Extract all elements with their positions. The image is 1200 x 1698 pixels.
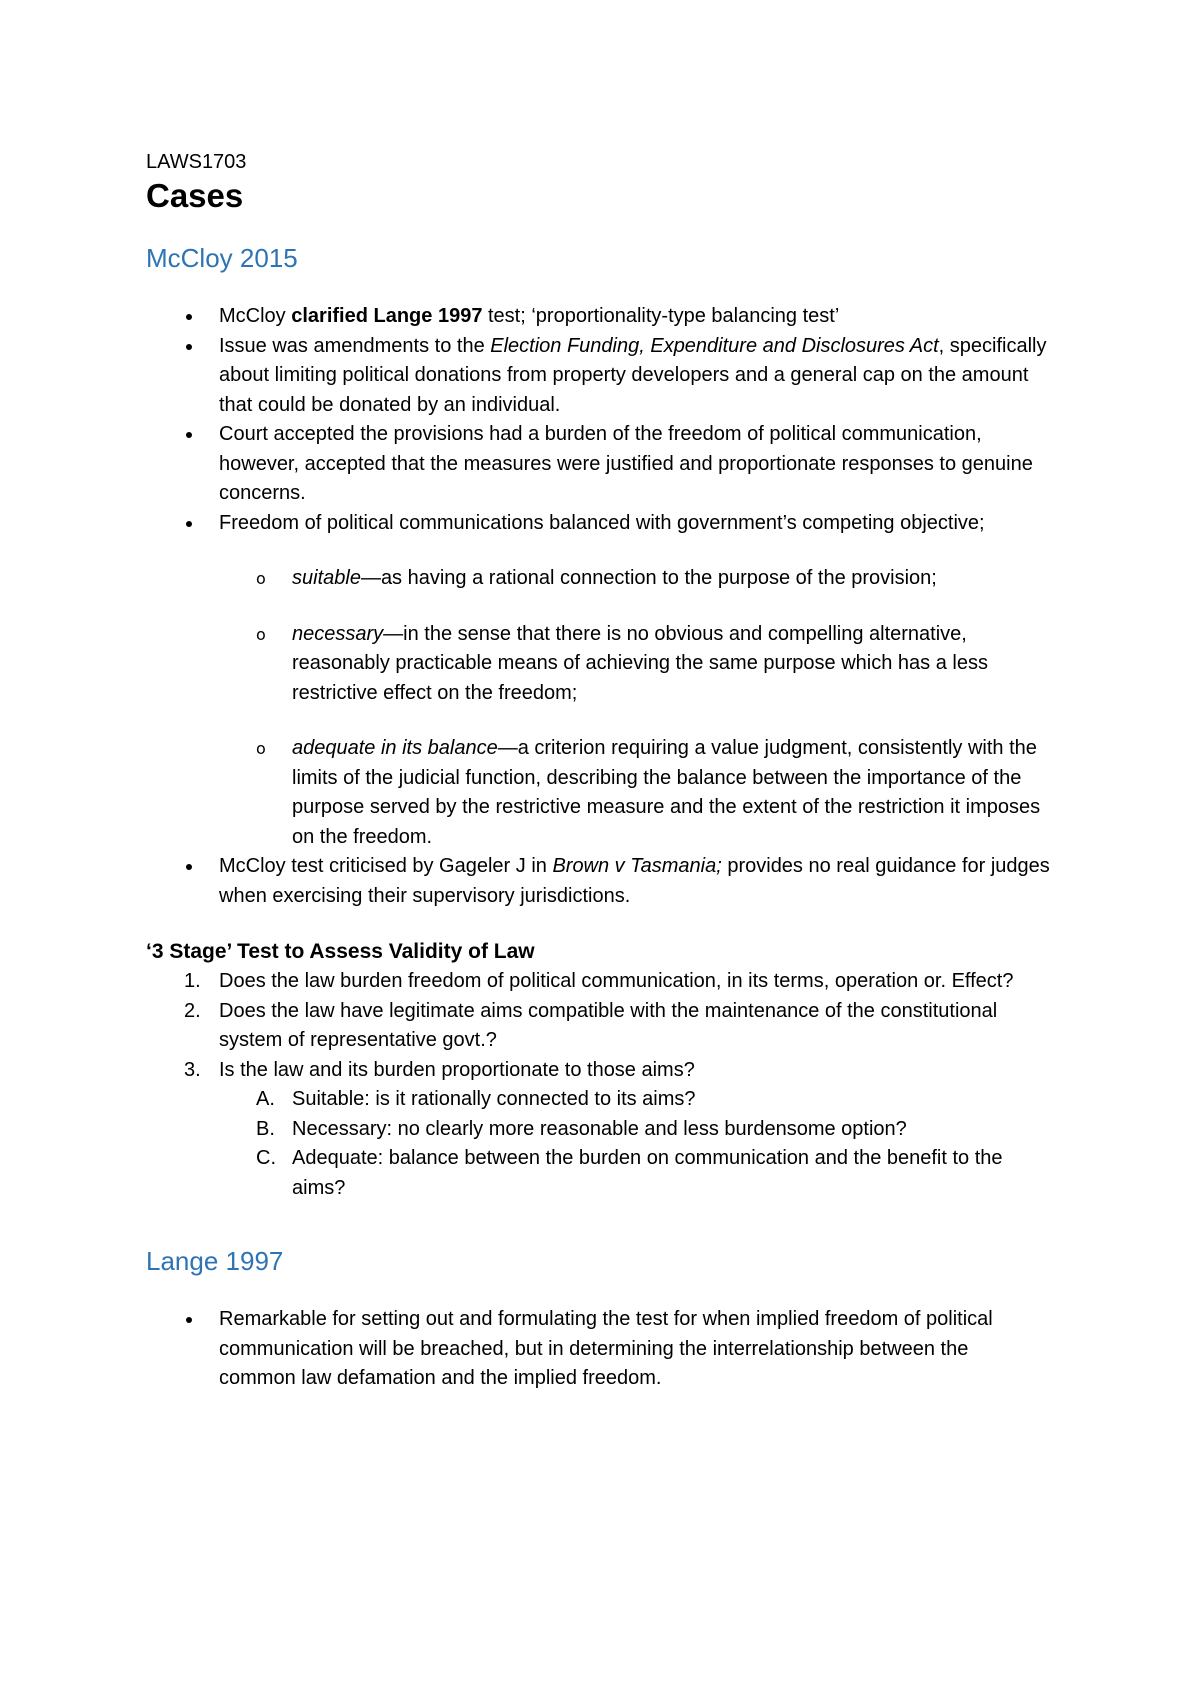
letter-marker: C. [256,1147,276,1169]
three-stage-list [146,967,1050,1203]
stage-three-sub-list [146,1085,1050,1203]
heading-three-stage-test: ‘3 Stage’ Test to Assess Validity of Law [146,940,535,963]
list-item: Remarkable for setting out and formulating the test for when implied freedom of political communication will be breached, but in determining the interrelationship between the common law defamation and the implied freedom. [146,1305,1050,1394]
test-term: adequate in its balance [292,737,498,759]
circle-bullet-marker: o [256,739,266,758]
lettered-item: B. Necessary: no clearly more reasonable and less burdensome option? [146,1115,1050,1145]
list-item: McCloy test criticised by Gageler J in Brown v Tasmania; provides no real guidance for judges when exercising their supervisory jurisdictions. [146,852,1050,911]
sub-list-item: o suitable—as having a rational connection to the purpose of the provision; [146,564,1050,594]
number-marker: 1. [184,970,201,992]
course-code: LAWS1703 [146,151,247,173]
heading-mccloy: McCloy 2015 [146,243,298,273]
act-title: Election Funding, Expenditure and Disclosures Act [490,334,939,357]
bold-text: clarified Lange 1997 [291,305,483,327]
lange-bullet-list [146,1305,1050,1394]
letter-marker: A. [256,1088,275,1110]
list-item: Freedom of political communications balanced with government’s competing objective; o suitable—as having a rational connection to the purpose of the provision; o necessary—in the sense that there is no obvious and compelling alternative, reasonably practicable means of achieving the same purpose which has a less restrictive effect on the freedom; o adequate in its balance—a criterion requiring a value judgment, consistently with the limits of the judicial function, describing the balance between the importance of the purpose served by the restrictive measure and the extent of the restriction it imposes on the freedom. [146,509,1050,853]
document-title: Cases [146,177,244,214]
test-term: necessary [292,622,384,645]
list-item: McCloy clarified Lange 1997 test; ‘proportionality-type balancing test’ [146,302,1050,332]
list-item: Court accepted the provisions had a burden of the freedom of political communication, however, accepted that the measures were justified and proportionate responses to genuine concerns. [146,420,1050,509]
numbered-item: 3. Is the law and its burden proportionate to those aims? A. Suitable: is it rationally connected to its aims? B. Necessary: no clearly more reasonable and less burdensome option? C. Adequate: balance between the burden on communication and the benefit to the aims? [146,1056,1050,1204]
mccloy-bullet-list [146,302,1050,911]
circle-bullet-marker: o [256,624,266,644]
test-term: suitable [292,567,361,589]
letter-marker: B. [256,1117,275,1140]
number-marker: 2. [184,999,201,1022]
case-name: Brown v Tasmania; [552,855,722,877]
number-marker: 3. [184,1058,201,1081]
lettered-item: C. Adequate: balance between the burden on communication and the benefit to the aims? [146,1144,1050,1203]
circle-bullet-marker: o [256,569,266,588]
sub-list-item: o necessary—in the sense that there is no obvious and compelling alternative, reasonably practicable means of achieving the same purpose which has a less restrictive effect on the freedom; [146,620,1050,709]
lettered-item: A. Suitable: is it rationally connected to its aims? [146,1085,1050,1115]
numbered-item: 1. Does the law burden freedom of political communication, in its terms, operation or. Effect? [146,967,1050,997]
numbered-item: 2. Does the law have legitimate aims compatible with the maintenance of the constitutional system of representative govt.? [146,997,1050,1056]
heading-lange: Lange 1997 [146,1246,284,1276]
proportionality-sub-list [146,564,1050,852]
list-item: Issue was amendments to the Election Funding, Expenditure and Disclosures Act, specifically about limiting political donations from property developers and a general cap on the amount that could be donated by an individual. [146,332,1050,421]
sub-list-item: o adequate in its balance—a criterion requiring a value judgment, consistently with the limits of the judicial function, describing the balance between the importance of the purpose served by the restrictive measure and the extent of the restriction it imposes on the freedom. [146,734,1050,852]
